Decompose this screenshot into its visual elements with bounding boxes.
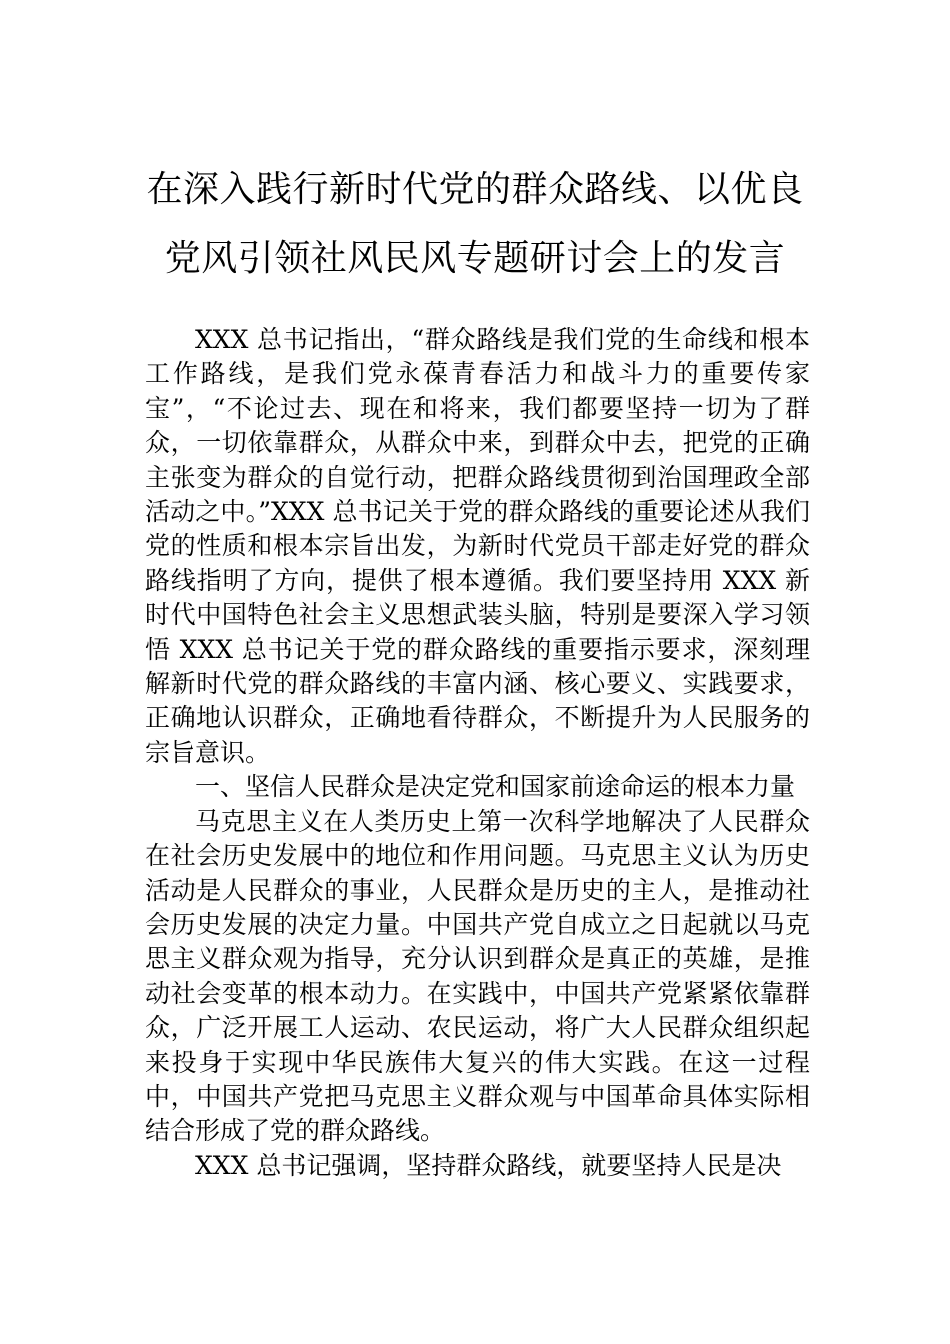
document-title-line-2: 党风引领社风民风专题研讨会上的发言: [164, 238, 786, 279]
paragraph-marxism: 马克思主义在人类历史上第一次科学地解决了人民群众在社会历史发展中的地位和作用问题。马克思主义认为历史活动是人民群众的事业，人民群众是历史的主人，是推动社会历史发展的决定力量。中国共产党自成立之日起就以马克思主义群众观为指导，充分认识到群众是真正的英雄，是推动社会变革的根本动力。在实践中，中国共产党紧紧依靠群众，广泛开展工人运动、农民运动，将广大人民群众组织起来投身于实现中华民族伟大复兴的伟大实践。在这一过程中，中国共产党把马克思主义群众观与中国革命具体实际相结合形成了党的群众路线。: [145, 806, 810, 1146]
paragraph-emphasis: XXX 总书记强调，坚持群众路线，就要坚持人民是决: [195, 1150, 782, 1180]
section-heading-1: 一、坚信人民群众是决定党和国家前途命运的根本力量: [195, 772, 796, 802]
paragraph-intro: XXX 总书记指出，“群众路线是我们党的生命线和根本工作路线，是我们党永葆青春活力和战斗力的重要传家宝”，“不论过去、现在和将来，我们都要坚持一切为了群众，一切依靠群众，从群众中来，到群众中去，把党的正确主张变为群众的自觉行动，把群众路线贯彻到治国理政全部活动之中。”XXX 总书记关于党的群众路线的重要论述从我们党的性质和根本宗旨出发，为新时代党员干部走好党的群众路线指明了方向，提供了根本遵循。我们要坚持用 XXX 新时代中国特色社会主义思想武装头脑，特别是要深入学习领悟 XXX 总书记关于党的群众路线的重要指示要求，深刻理解新时代党的群众路线的丰富内涵、核心要义、实践要求，正确地认识群众，正确地看待群众，不断提升为人民服务的宗旨意识。: [145, 325, 810, 767]
document-body: [145, 323, 810, 1183]
document-title-line-1: 在深入践行新时代党的群众路线、以优良: [146, 169, 804, 210]
